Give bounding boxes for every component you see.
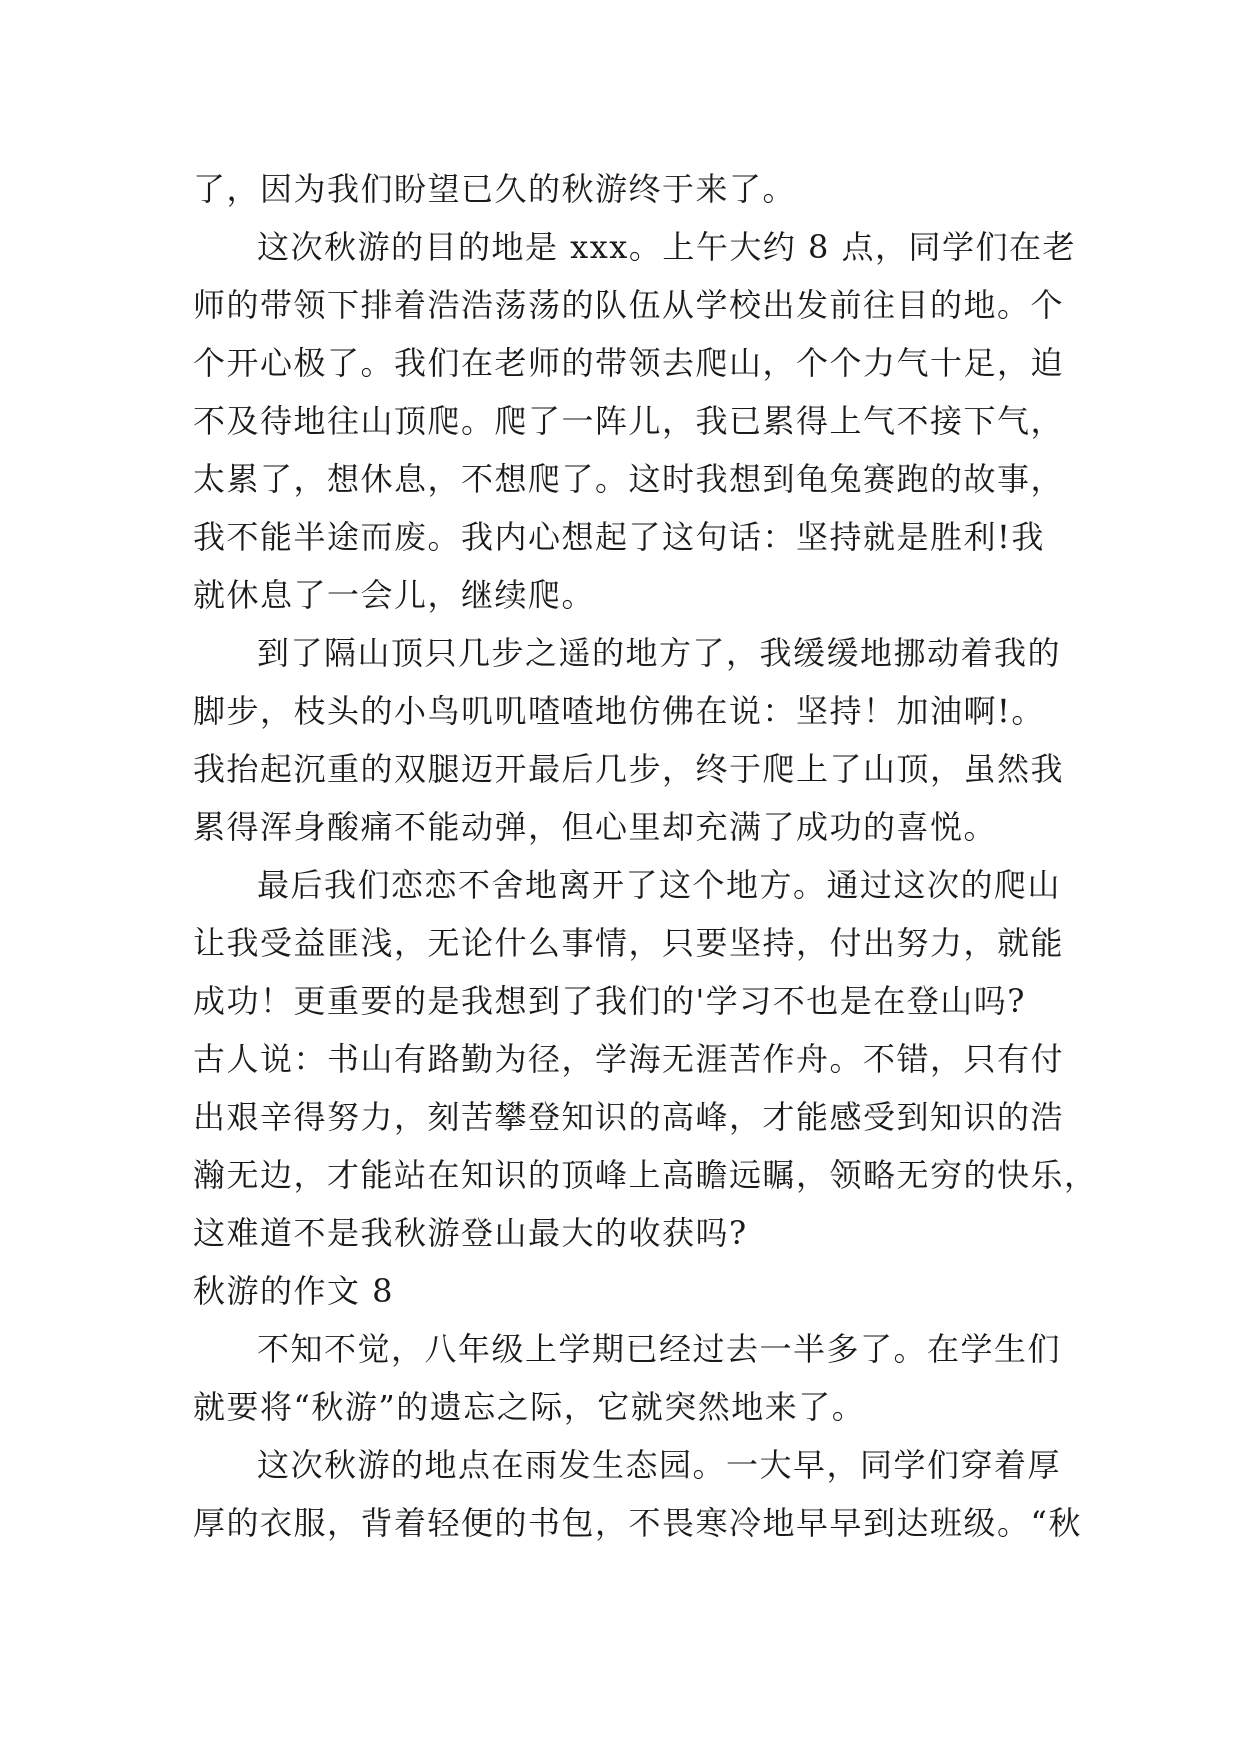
text-line: 出艰辛得努力，刻苦攀登知识的高峰，才能感受到知识的浩	[193, 1098, 1065, 1136]
section-heading: 秋游的作文 8	[193, 1272, 395, 1310]
text-line: 我抬起沉重的双腿迈开最后几步，终于爬上了山顶，虽然我	[193, 750, 1065, 788]
text-line: 个开心极了。我们在老师的带领去爬山，个个力气十足，迫	[193, 344, 1065, 382]
text-line: 就休息了一会儿，继续爬。	[193, 576, 596, 614]
text-line: 这难道不是我秋游登山最大的收获吗?	[193, 1214, 748, 1252]
paragraph-start-line: 到了隔山顶只几步之遥的地方了，我缓缓地挪动着我的	[257, 634, 1062, 672]
text-line: 瀚无边，才能站在知识的顶峰上高瞻远瞩，领略无穷的快乐，	[193, 1156, 1098, 1194]
text-line: 成功！更重要的是我想到了我们的'学习不也是在登山吗?	[193, 982, 1026, 1020]
paragraph-start-line: 这次秋游的地点在雨发生态园。一大早，同学们穿着厚	[257, 1446, 1062, 1484]
paragraph-start-line: 不知不觉，八年级上学期已经过去一半多了。在学生们	[257, 1330, 1062, 1368]
paragraph-start-line: 最后我们恋恋不舍地离开了这个地方。通过这次的爬山	[257, 866, 1062, 904]
text-line: 师的带领下排着浩浩荡荡的队伍从学校出发前往目的地。个	[193, 286, 1065, 324]
paragraph-start-line: 这次秋游的目的地是 xxx。上午大约 8 点，同学们在老	[257, 228, 1077, 266]
text-line: 不及待地往山顶爬。爬了一阵儿，我已累得上气不接下气，	[193, 402, 1065, 440]
text-line: 太累了，想休息，不想爬了。这时我想到龟兔赛跑的故事，	[193, 460, 1065, 498]
document-page	[193, 160, 1098, 1552]
text-line: 让我受益匪浅，无论什么事情，只要坚持，付出努力，就能	[193, 924, 1065, 962]
text-line: 就要将“秋游”的遗忘之际，它就突然地来了。	[193, 1388, 866, 1426]
text-line: 累得浑身酸痛不能动弹，但心里却充满了成功的喜悦。	[193, 808, 998, 846]
text-line: 古人说：书山有路勤为径，学海无涯苦作舟。不错，只有付	[193, 1040, 1065, 1078]
text-line: 了，因为我们盼望已久的秋游终于来了。	[193, 170, 797, 208]
text-line: 厚的衣服，背着轻便的书包，不畏寒冷地早早到达班级。“秋	[193, 1504, 1082, 1542]
text-line: 我不能半途而废。我内心想起了这句话：坚持就是胜利!我	[193, 518, 1045, 556]
text-line: 脚步，枝头的小鸟叽叽喳喳地仿佛在说：坚持！加油啊!。	[193, 692, 1045, 730]
